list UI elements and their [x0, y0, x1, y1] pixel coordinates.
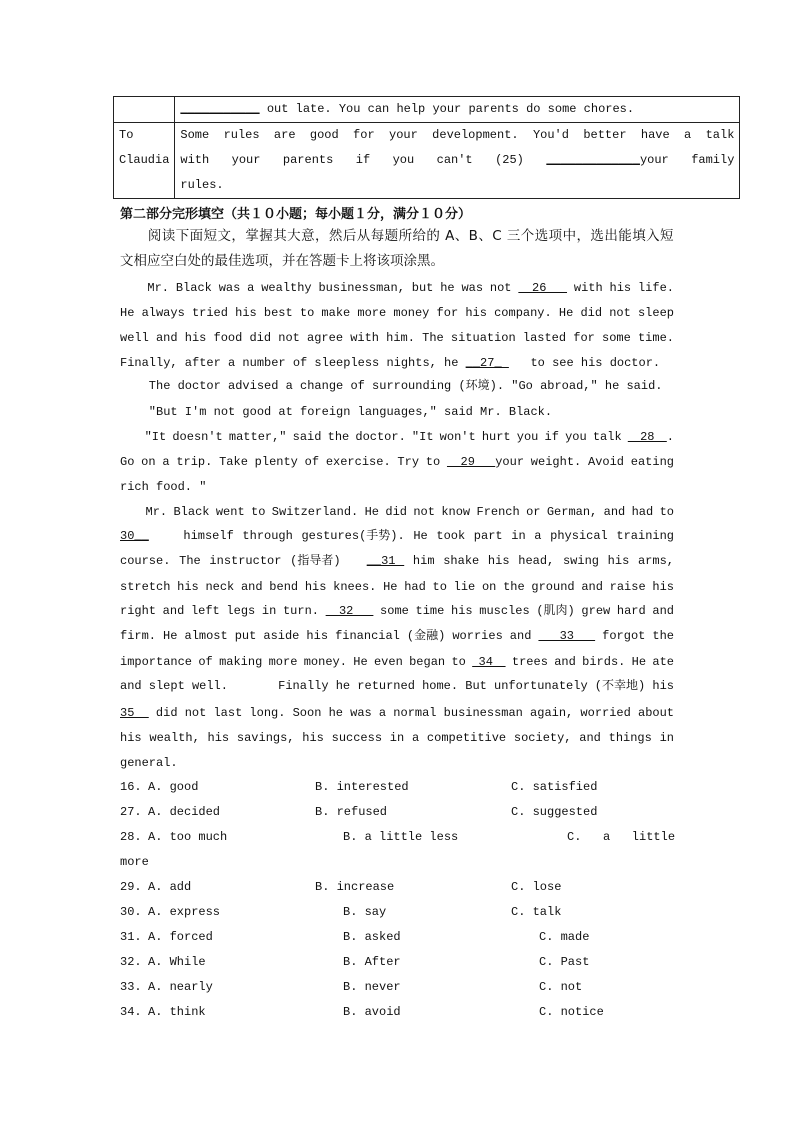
passage-text: Finally, after a number of sleepless nights, he: [120, 356, 466, 370]
option-b: B. interested: [315, 780, 409, 794]
cell-line: [180, 123, 734, 148]
option-b: B. refused: [315, 805, 388, 819]
answer-blank-25: _____________: [546, 153, 640, 167]
answer-blank: 34: [472, 655, 506, 669]
option-b: B. a little less: [343, 830, 459, 844]
passage-text: himself through gestures(手势). He took part in a physical training: [148, 529, 674, 543]
passage-text: did not last long. Soon he was a normal businessman again, worried about: [148, 706, 675, 720]
question-number: 27.: [120, 805, 142, 819]
table-cell-text: [175, 123, 740, 199]
cell-text: with your parents if you can't (25): [180, 153, 547, 167]
cell-line: [180, 148, 734, 173]
instructions-line: 阅读下面短文，掌握其大意，然后从每题所给的 A、B、C 三个选项中，选出能填入短: [120, 228, 674, 244]
answer-blank: 30__: [120, 529, 149, 543]
cell-text: Some rules are good for your development. You'd better have a talk: [180, 128, 735, 142]
passage-line: [120, 305, 674, 321]
passage-line: [120, 355, 660, 371]
passage-text: course. The instructor (指导者): [120, 554, 367, 568]
passage-text: importance of making more money. He even began to: [120, 655, 473, 669]
passage-text: trees and birds. He ate: [505, 655, 675, 669]
option-b: B. asked: [343, 930, 401, 944]
passage-text: some time his muscles (肌肉) grew hard and: [373, 604, 674, 618]
passage-text: well and his food did not agree with him. The situation lasted for some time.: [120, 331, 674, 345]
answer-blank: 33: [538, 629, 596, 643]
passage-text: Go on a trip. Take plenty of exercise. Try to: [120, 455, 447, 469]
table-row: [114, 97, 740, 123]
option-c: C. Past: [539, 955, 590, 969]
option-c: C. not: [539, 980, 583, 994]
passage-text: .: [666, 430, 674, 444]
passage-text: Mr. Black was a wealthy businessman, but he was not: [120, 281, 519, 295]
table-cell-text: [175, 97, 740, 123]
passage-line: [120, 603, 674, 619]
question-number: 33.: [120, 980, 142, 994]
question-number: 31.: [120, 930, 142, 944]
option-c: C. satisfied: [511, 780, 598, 794]
answer-blank: __27_: [465, 356, 509, 370]
passage-text: and slept well. Finally he returned home. But unfortunately (不幸地) his: [120, 679, 674, 693]
option-a: A. express: [148, 905, 221, 919]
passage-text: him shake his head, swing his arms,: [404, 554, 674, 568]
passage-line: [120, 654, 674, 670]
option-b: B. say: [343, 905, 387, 919]
passage-text: firm. He almost put aside his financial (金融) worries and: [120, 629, 539, 643]
option-b: B. After: [343, 955, 401, 969]
passage-text: Mr. Black went to Switzerland. He did not know French or German, and had to: [120, 505, 674, 519]
passage-line: [120, 429, 674, 445]
passage-line: [120, 404, 552, 420]
passage-text: with his life.: [567, 281, 674, 295]
question-number: 32.: [120, 955, 142, 969]
passage-text: forgot the: [595, 629, 674, 643]
passage-text: to see his doctor.: [508, 356, 661, 370]
passage-text: rich food. ": [120, 480, 207, 494]
passage-line: [120, 280, 674, 296]
option-c: C. notice: [539, 1005, 604, 1019]
passage-line: [120, 528, 674, 544]
question-number: 16.: [120, 780, 142, 794]
section-heading: 第二部分完形填空（共１０小题；每小题１分，满分１０分）: [120, 207, 472, 222]
option-a: A. good: [148, 780, 199, 794]
option-c: C. a little: [567, 830, 676, 844]
passage-text: He always tried his best to make more money for his company. He did not sleep: [120, 306, 674, 320]
answer-blank: 29: [446, 455, 496, 469]
option-c: C. made: [539, 930, 590, 944]
option-continuation: more: [120, 855, 149, 869]
table-row: [114, 123, 740, 199]
passage-line: [120, 730, 674, 746]
option-a: A. While: [148, 955, 206, 969]
passage-line: [120, 504, 674, 520]
answer-blank: 32: [325, 604, 374, 618]
cell-text: out late. You can help your parents do some chores.: [259, 102, 635, 116]
option-b: B. increase: [315, 880, 395, 894]
passage-text: general.: [120, 756, 178, 770]
passage-line: [120, 479, 206, 495]
cell-text: your family: [639, 153, 735, 167]
question-number: 30.: [120, 905, 142, 919]
passage-line: [120, 579, 674, 595]
cell-line: [180, 97, 734, 122]
passage-line: [120, 454, 674, 470]
answer-blank: 26: [518, 281, 568, 295]
option-a: A. forced: [148, 930, 213, 944]
option-a: A. too much: [148, 830, 228, 844]
passage-line: [120, 678, 674, 694]
option-a: A. decided: [148, 805, 221, 819]
option-c: C. suggested: [511, 805, 598, 819]
passage-line: [120, 705, 674, 721]
answer-blank: ___________: [180, 102, 260, 116]
instructions-line: 文相应空白处的最佳选项，并在答题卡上将该项涂黑。: [120, 253, 444, 269]
answer-blank: __31: [366, 554, 405, 568]
question-number: 29.: [120, 880, 142, 894]
advice-table: [113, 96, 740, 199]
option-b: B. never: [343, 980, 401, 994]
question-number: 34.: [120, 1005, 142, 1019]
answer-blank: 35: [120, 706, 149, 720]
passage-text: stretch his neck and bend his knees. He had to lie on the ground and raise his: [120, 580, 674, 594]
passage-text: The doctor advised a change of surrounding (环境). "Go abroad," he said.: [120, 379, 663, 393]
option-c: C. talk: [511, 905, 562, 919]
cell-line: rules.: [180, 178, 224, 192]
answer-blank: 28: [627, 430, 667, 444]
passage-line: [120, 378, 663, 394]
question-number: 28.: [120, 830, 142, 844]
passage-line: [120, 553, 674, 569]
passage-text: his wealth, his savings, his success in a competitive society, and things in: [120, 731, 674, 745]
passage-text: "But I'm not good at foreign languages," said Mr. Black.: [120, 405, 553, 419]
passage-text: right and left legs in turn.: [120, 604, 326, 618]
option-c: C. lose: [511, 880, 562, 894]
option-a: A. think: [148, 1005, 206, 1019]
passage-line: [120, 628, 674, 644]
passage-line: [120, 755, 178, 771]
passage-text: your weight. Avoid eating: [495, 455, 674, 469]
option-a: A. nearly: [148, 980, 213, 994]
table-cell-label: To Claudia: [114, 123, 175, 199]
passage-line: [120, 330, 674, 346]
passage-text: "It doesn't matter," said the doctor. "It won't hurt you if you talk: [120, 430, 628, 444]
table-cell-label: [114, 97, 175, 123]
option-a: A. add: [148, 880, 192, 894]
option-b: B. avoid: [343, 1005, 401, 1019]
